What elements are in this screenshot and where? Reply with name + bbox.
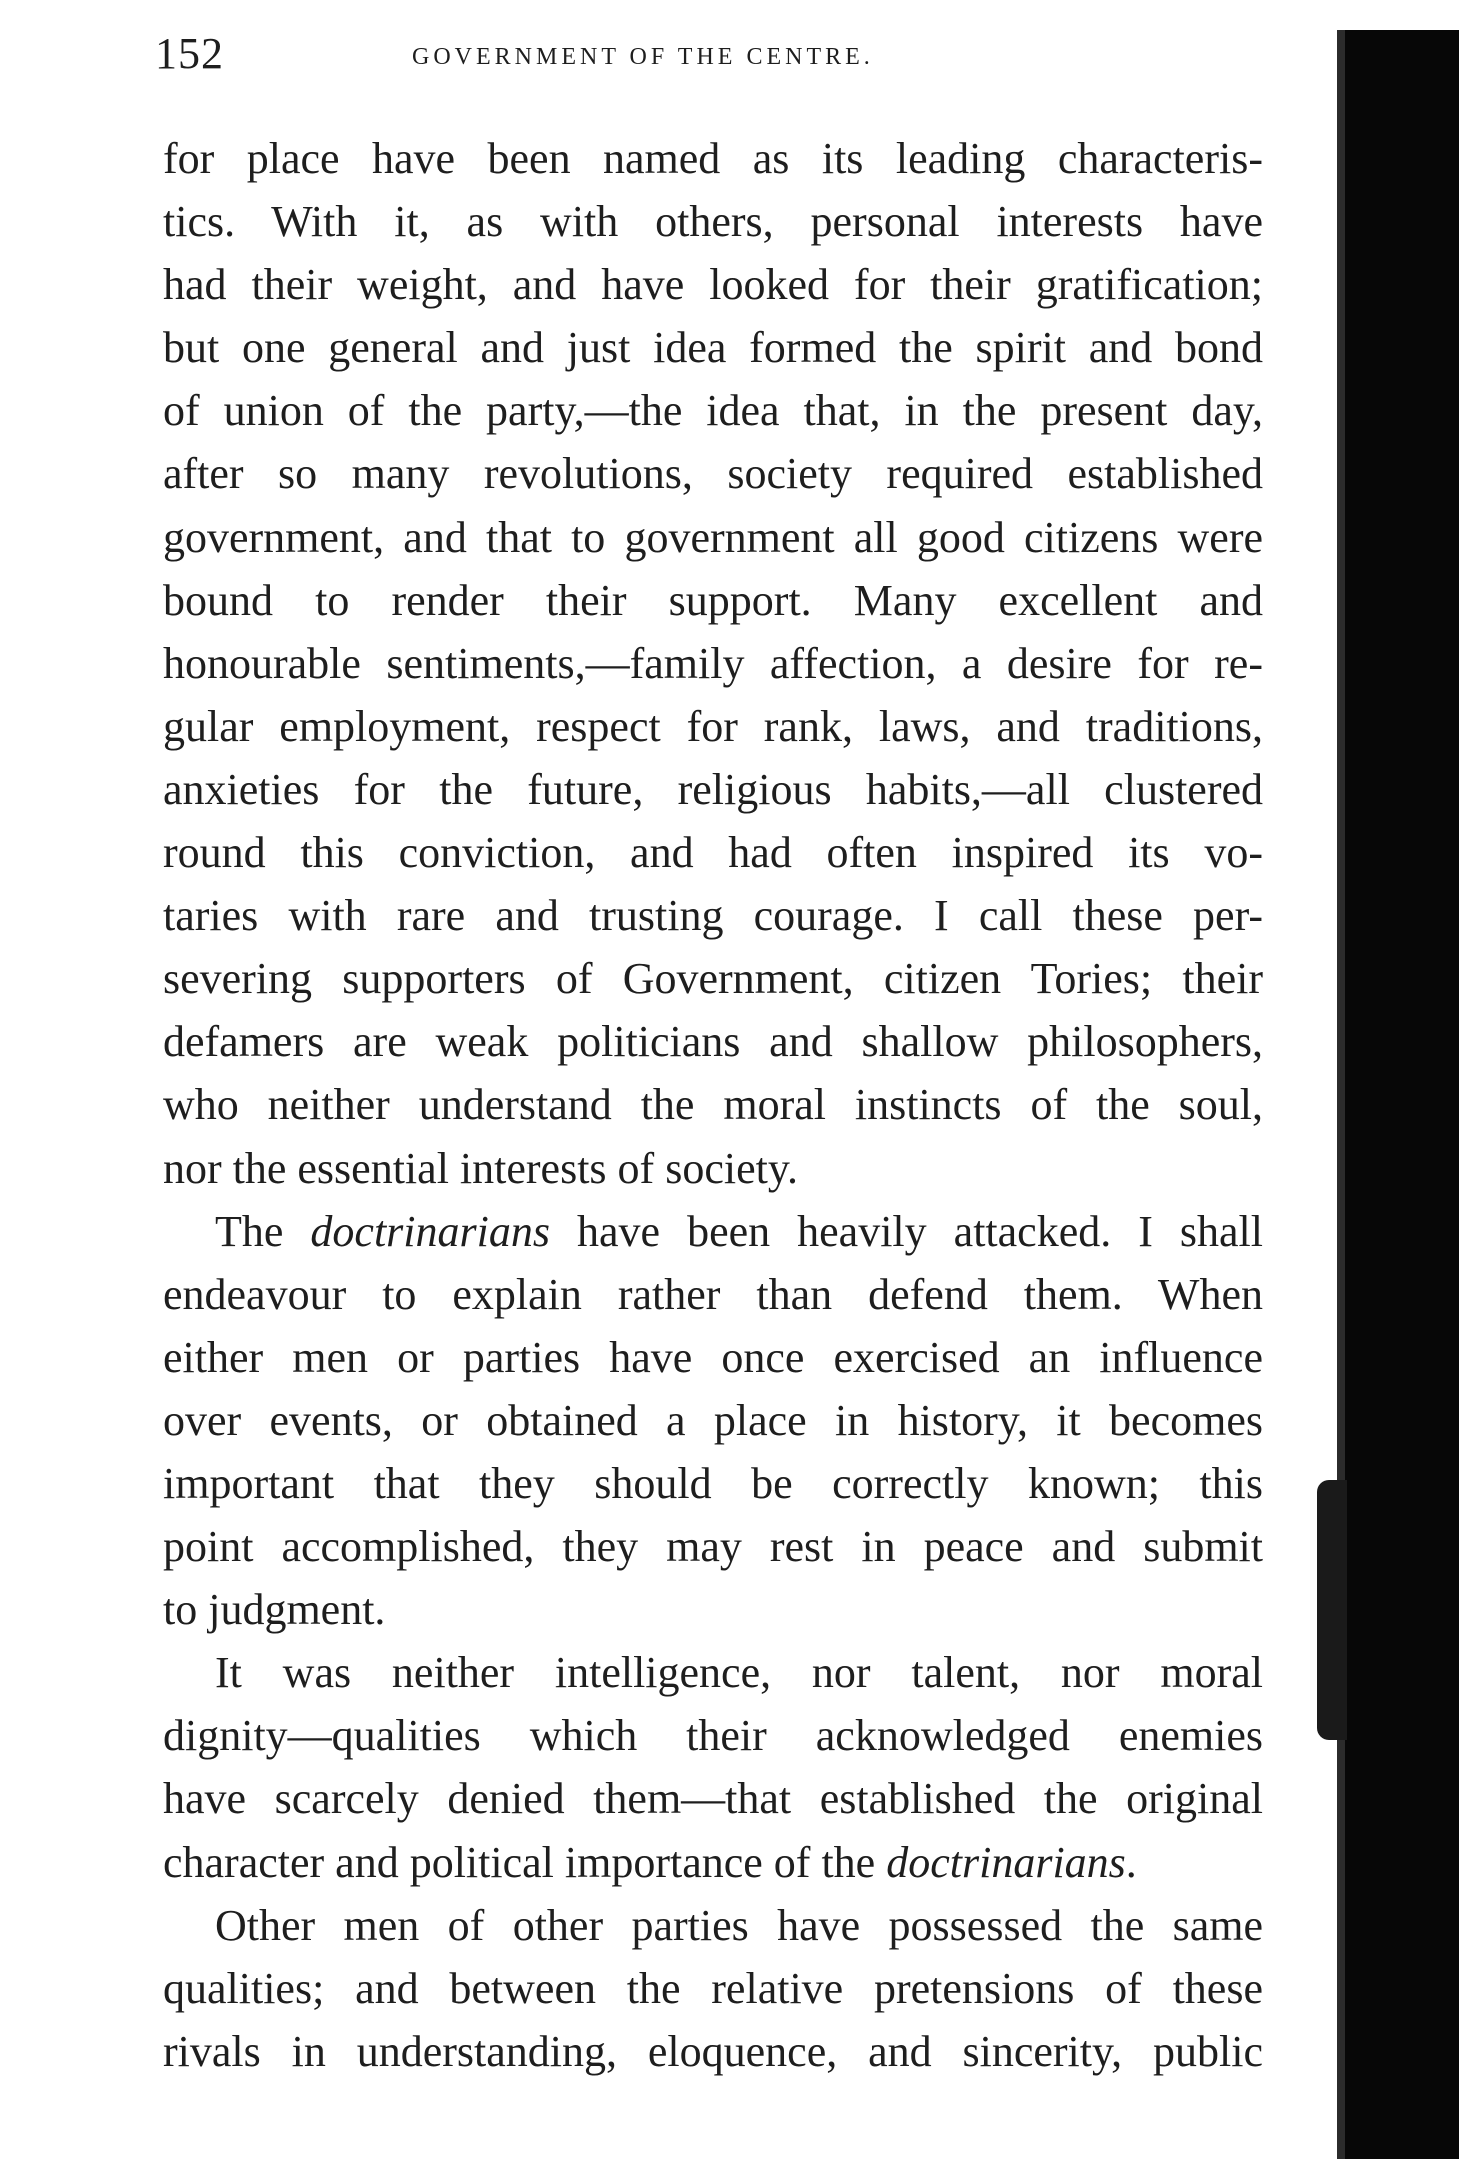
text-line: severing supporters of Government, citizen Tories; their (163, 954, 1263, 1004)
text-line: to judgment. (163, 1585, 386, 1635)
page-number: 152 (155, 29, 224, 78)
text-line: tics. With it, as with others, personal interests have (163, 197, 1263, 247)
text-line: who neither understand the moral instincts of the soul, (163, 1080, 1263, 1130)
text-line: important that they should be correctly known; this (163, 1458, 1263, 1508)
text-line: dignity—qualities which their acknowledged enemies (163, 1711, 1263, 1761)
running-head: GOVERNMENT OF THE CENTRE. (412, 44, 874, 70)
text-line: endeavour to explain rather than defend them. When (163, 1269, 1263, 1319)
paragraph-2 (163, 1200, 1263, 1642)
text-line: taries with rare and trusting courage. I call these per- (163, 891, 1263, 941)
text-line: anxieties for the future, religious habits,—all clustered (163, 764, 1263, 814)
text-line: government, and that to government all good citizens were (163, 512, 1263, 562)
page-header (155, 28, 1265, 88)
paragraph-1 (163, 127, 1263, 1200)
text-line: bound to render their support. Many excellent and (163, 575, 1263, 625)
text-line: rivals in understanding, eloquence, and sincerity, public (163, 2026, 1263, 2076)
text-line: Other men of other parties have possessed the same (215, 1900, 1263, 1950)
text-line: had their weight, and have looked for their gratification; (163, 260, 1263, 310)
paragraph-3 (163, 1641, 1263, 1893)
paragraph-4 (163, 1894, 1263, 2083)
text-line: round this conviction, and had often inspired its vo- (163, 828, 1263, 878)
text-line: The doctrinarians have been heavily attacked. I shall (215, 1206, 1263, 1256)
text-line: after so many revolutions, society required established (163, 449, 1263, 499)
text-line: It was neither intelligence, nor talent, nor moral (215, 1648, 1263, 1698)
scan-dark-edge (1337, 30, 1459, 2159)
text-line: but one general and just idea formed the spirit and bond (163, 323, 1263, 373)
text-line: nor the essential interests of society. (163, 1143, 798, 1193)
text-line: qualities; and between the relative pretensions of these (163, 1963, 1263, 2013)
scan-edge-notch (1317, 1480, 1347, 1740)
text-line: honourable sentiments,—family affection, a desire for re- (163, 638, 1263, 688)
text-line: have scarcely denied them—that established the original (163, 1774, 1263, 1824)
text-line: point accomplished, they may rest in peace and submit (163, 1522, 1263, 1572)
text-line: for place have been named as its leading characteris- (163, 134, 1263, 183)
text-line: gular employment, respect for rank, laws, and traditions, (163, 701, 1263, 751)
text-line: either men or parties have once exercised an influence (163, 1332, 1263, 1382)
text-line: over events, or obtained a place in history, it becomes (163, 1395, 1263, 1445)
text-line: of union of the party,—the idea that, in the present day, (163, 386, 1263, 436)
scan-edge-highlight (1337, 30, 1345, 2159)
body-text (163, 127, 1263, 2083)
text-line: character and political importance of the doctrinarians. (163, 1837, 1137, 1887)
text-line: defamers are weak politicians and shallow philosophers, (163, 1017, 1263, 1067)
